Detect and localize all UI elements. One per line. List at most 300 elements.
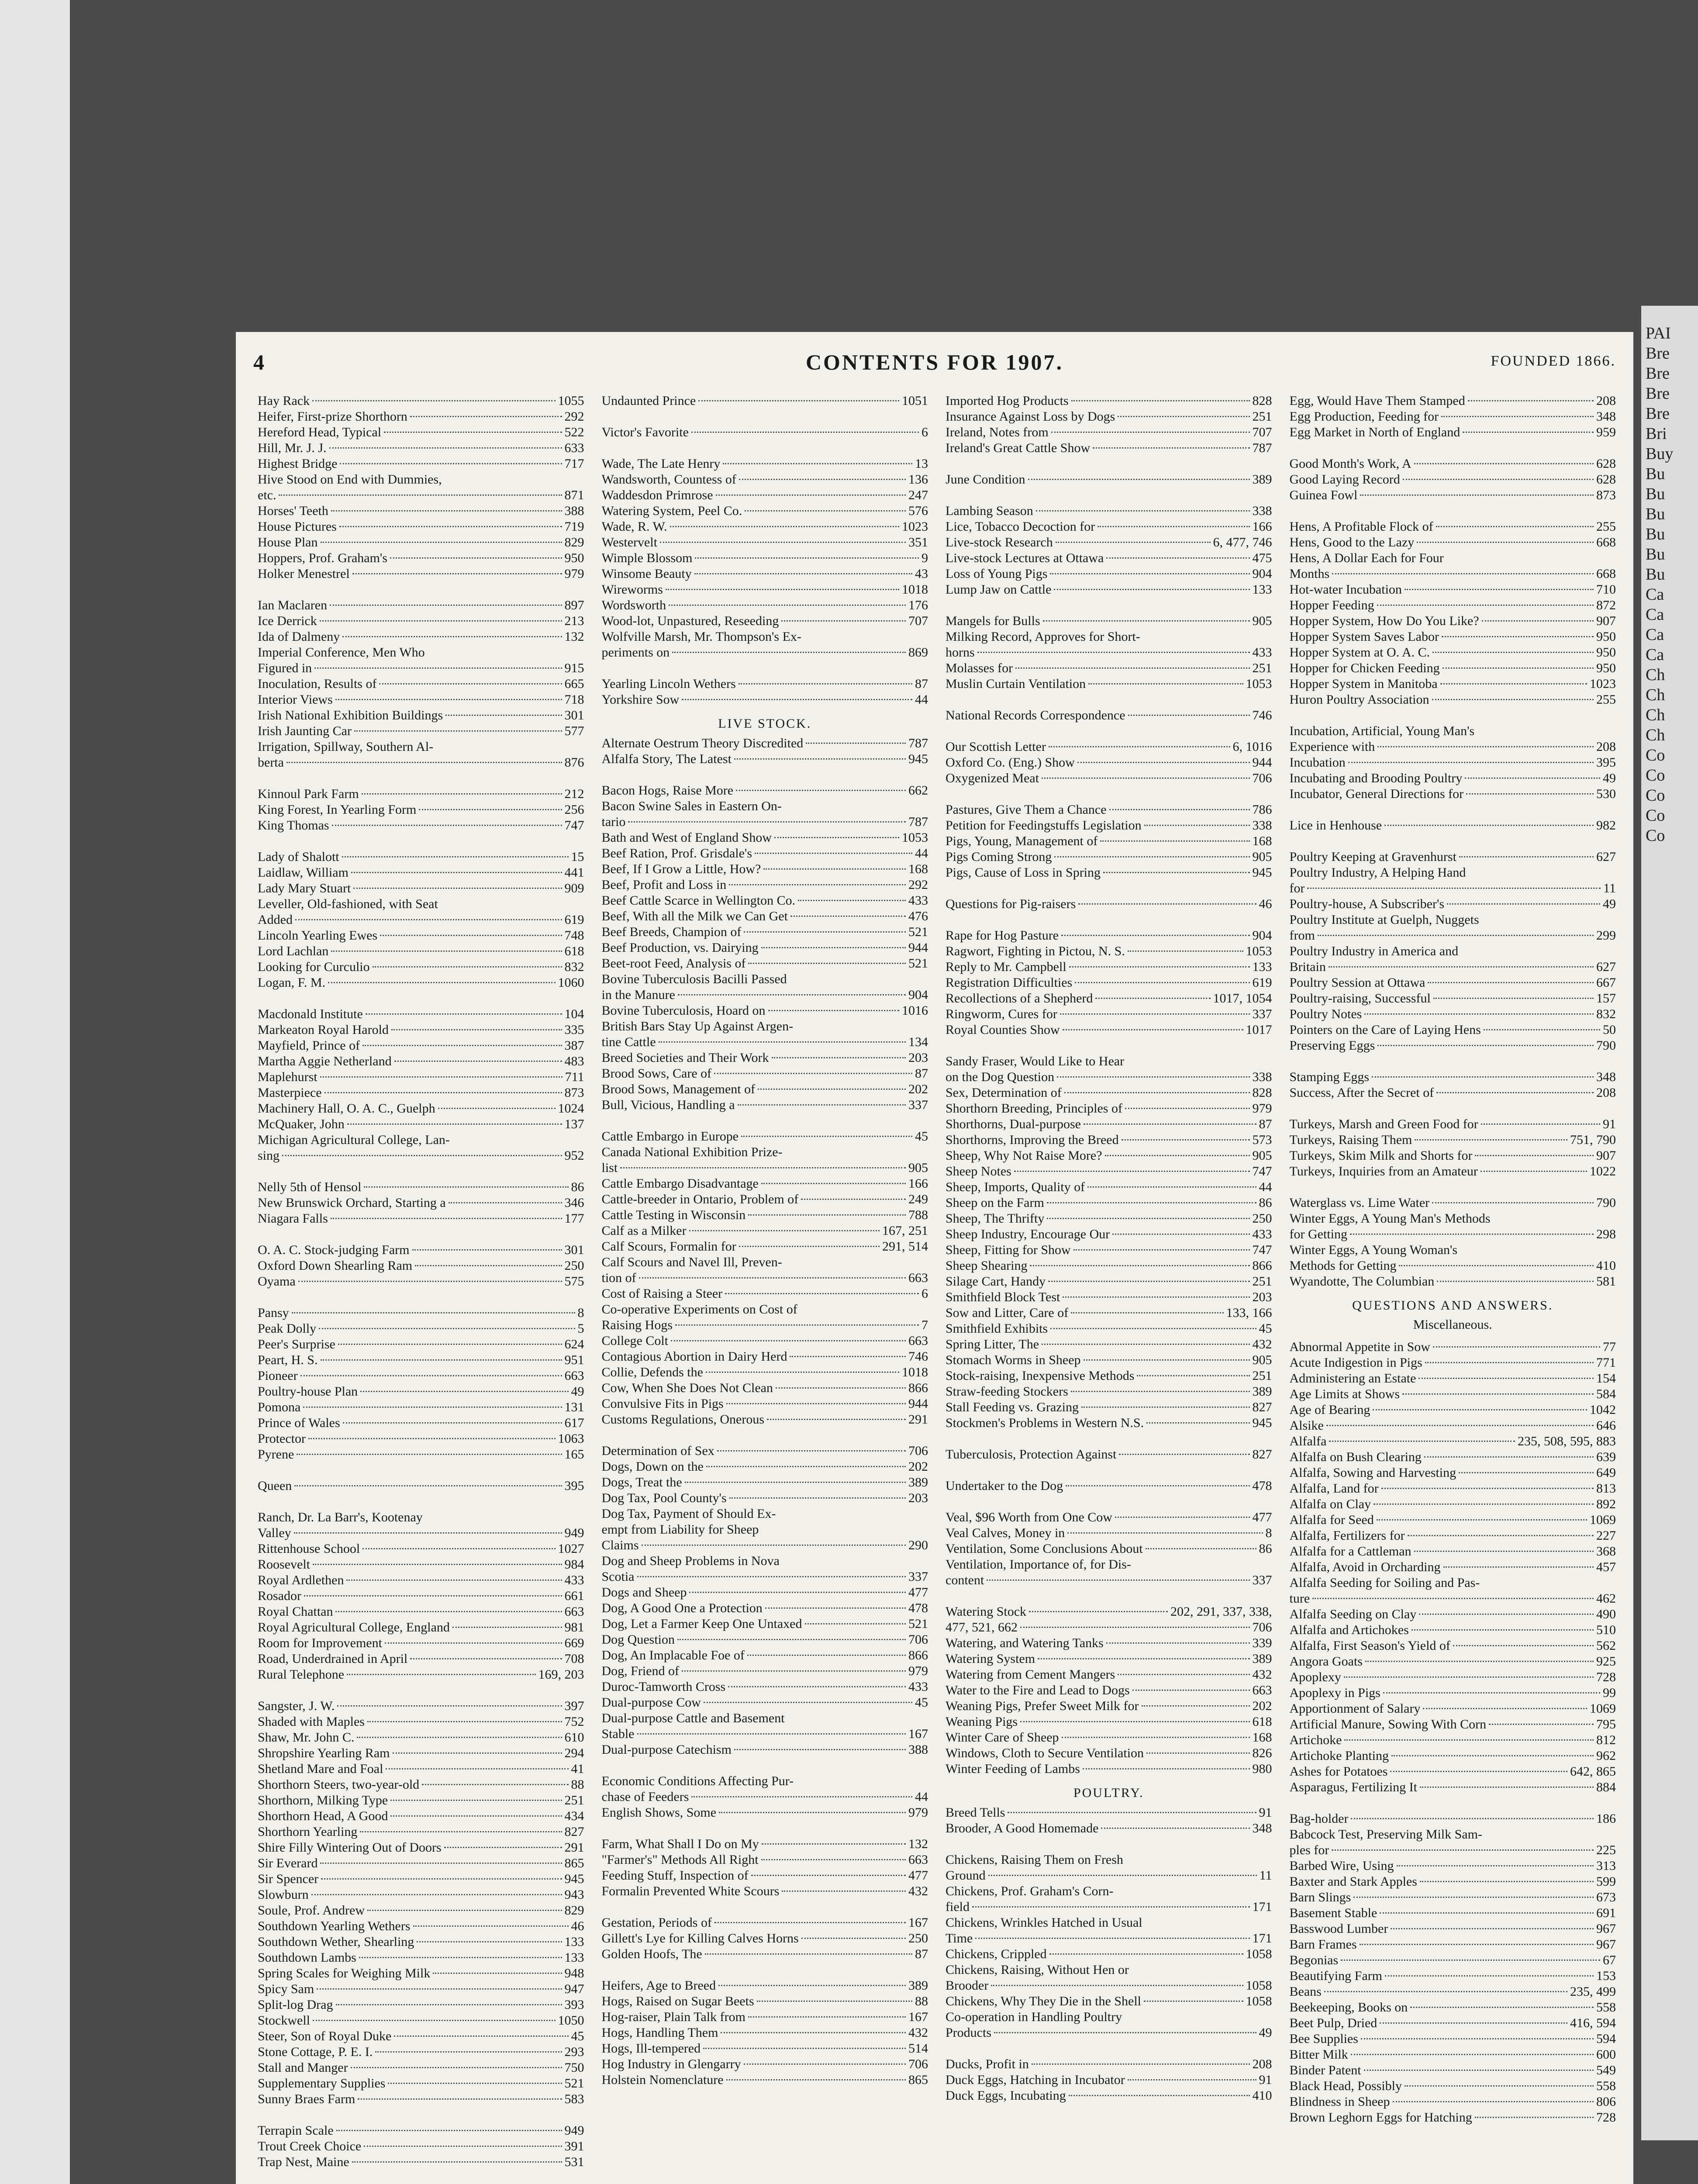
- entry-title: McQuaker, John: [258, 1117, 345, 1131]
- entry-spacer: [258, 1289, 584, 1305]
- entry-spacer: [602, 1113, 928, 1129]
- index-entry: [602, 893, 928, 909]
- leader-dots: [1071, 400, 1250, 401]
- entry-title: content: [946, 1573, 984, 1587]
- leader-dots: [339, 526, 562, 527]
- entry-title: Hogs, Raised on Sugar Beets: [601, 1994, 754, 2008]
- entry-page-number: 87: [915, 1947, 928, 1961]
- entry-page-number: 46: [571, 1919, 584, 1933]
- index-entry: [1290, 2094, 1616, 2110]
- entry-title: Collie, Defends the: [601, 1365, 703, 1379]
- entry-spacer: [258, 582, 584, 598]
- edge-fragment-text: Bu: [1646, 505, 1665, 523]
- entry-page-number: 157: [1596, 991, 1616, 1006]
- entry-page-number: 441: [564, 865, 584, 880]
- index-entry: [602, 1946, 928, 1962]
- entry-title: Loss of Young Pigs: [946, 567, 1048, 581]
- leader-dots: [1459, 856, 1594, 857]
- leader-dots: [1118, 416, 1249, 417]
- leader-dots: [706, 1466, 906, 1467]
- entry-title: Winter Feeding of Lambs: [946, 1762, 1080, 1776]
- leader-dots: [1360, 494, 1594, 496]
- entry-page-number: 979: [908, 1805, 928, 1820]
- entry-page-number: 88: [571, 1777, 584, 1792]
- entry-title: Spring Scales for Weighing Milk: [258, 1966, 431, 1980]
- entry-page-number: 979: [1252, 1101, 1272, 1116]
- leader-dots: [300, 1375, 562, 1376]
- leader-dots: [1057, 1076, 1249, 1078]
- entry-page-number: 826: [1252, 1746, 1272, 1760]
- entry-page-number: 338: [1252, 818, 1272, 833]
- index-entry: [946, 1852, 1272, 1868]
- index-entry: [258, 1368, 584, 1384]
- index-entry: [258, 2013, 584, 2028]
- leader-dots: [659, 1041, 906, 1043]
- index-entry: [602, 736, 928, 751]
- index-entry: [602, 1569, 928, 1585]
- entry-page-number: 627: [1596, 960, 1616, 974]
- index-entry: [602, 1600, 928, 1616]
- entry-page-number: 787: [1252, 441, 1272, 455]
- entry-page-number: 338: [1252, 504, 1272, 518]
- leader-dots: [1324, 1991, 1567, 1992]
- index-entry: [1290, 896, 1616, 912]
- entry-title: Feeding Stuff, Inspection of: [601, 1868, 749, 1883]
- leader-dots: [1097, 526, 1249, 527]
- index-entry: [602, 2009, 928, 2025]
- entry-title: Baxter and Stark Apples: [1289, 1874, 1417, 1889]
- leader-dots: [691, 1796, 912, 1797]
- entry-page-number: 5: [577, 1321, 584, 1336]
- entry-title: Royal Counties Show: [946, 1023, 1060, 1037]
- entry-title: Beef, With all the Milk we Can Get: [601, 909, 788, 923]
- index-entry: [946, 1994, 1272, 2009]
- entry-page-number: 979: [908, 1664, 928, 1678]
- entry-page-number: 795: [1596, 1717, 1616, 1731]
- entry-page-number: 786: [1252, 802, 1272, 817]
- leader-dots: [1351, 1818, 1594, 1819]
- index-entry: [258, 692, 584, 708]
- leader-dots: [1384, 825, 1594, 826]
- entry-title: British Bars Stay Up Against Argen-: [601, 1019, 794, 1033]
- index-entry: [946, 1620, 1272, 1635]
- index-entry: [946, 1179, 1272, 1195]
- leader-dots: [320, 1863, 562, 1864]
- entry-title: Alfalfa for a Cattleman: [1289, 1544, 1412, 1559]
- leader-dots: [1081, 1406, 1250, 1408]
- entry-page-number: 290: [908, 1538, 928, 1552]
- index-entry: [258, 1620, 584, 1635]
- index-entry: [602, 798, 928, 814]
- entry-spacer: [602, 1427, 928, 1443]
- index-entry: [1290, 1481, 1616, 1496]
- leader-dots: [1029, 1611, 1168, 1612]
- entry-title: Masterpiece: [258, 1085, 322, 1100]
- index-entry: [602, 909, 928, 924]
- entry-title: Sheep, Why Not Raise More?: [946, 1148, 1102, 1163]
- entry-title: Sheep Notes: [946, 1164, 1011, 1178]
- entry-page-number: 915: [564, 661, 584, 675]
- entry-title: Claims: [601, 1538, 639, 1552]
- entry-title: chase of Feeders: [601, 1790, 689, 1804]
- entry-title: Oxygenized Meat: [946, 771, 1039, 785]
- index-entry: [1290, 409, 1616, 425]
- leader-dots: [1087, 1186, 1256, 1188]
- entry-page-number: 1058: [1246, 1947, 1272, 1961]
- index-entry: [1290, 1905, 1616, 1921]
- entry-page-number: 628: [1596, 472, 1616, 487]
- entry-page-number: 633: [564, 441, 584, 455]
- index-entry: [1290, 1242, 1616, 1258]
- edge-fragment-text: Ch: [1646, 726, 1665, 744]
- entry-title: Pomona: [258, 1400, 301, 1414]
- entry-title: Shorthorn, Milking Type: [258, 1793, 388, 1807]
- entry-title: Acute Indigestion in Pigs: [1289, 1355, 1422, 1370]
- entry-page-number: 950: [564, 551, 584, 565]
- index-entry: [258, 975, 584, 991]
- index-entry: [1290, 975, 1616, 991]
- leader-dots: [1414, 463, 1594, 464]
- leader-dots: [386, 1768, 568, 1769]
- leader-dots: [1380, 2022, 1567, 2024]
- entry-page-number: 944: [908, 940, 928, 955]
- entry-title: Weaning Pigs, Prefer Sweet Milk for: [946, 1699, 1139, 1713]
- entry-page-number: 806: [1596, 2094, 1616, 2109]
- index-entry: [258, 503, 584, 519]
- page-number: 4: [253, 350, 264, 374]
- leader-dots: [1353, 1897, 1594, 1898]
- leader-dots: [1418, 1378, 1594, 1379]
- entry-page-number: 639: [1596, 1450, 1616, 1464]
- entry-title: Straw-feeding Stockers: [946, 1384, 1068, 1399]
- entry-title: Ashes for Potatoes: [1289, 1764, 1388, 1779]
- index-entry: [946, 1148, 1272, 1164]
- entry-title: Dual-purpose Cow: [601, 1695, 701, 1710]
- index-entry: [258, 1006, 584, 1022]
- index-entry: [1290, 1512, 1616, 1528]
- entry-title: Macdonald Institute: [258, 1007, 363, 1021]
- index-entry: [946, 1962, 1272, 1978]
- entry-title: Chickens, Raising Them on Fresh: [946, 1852, 1123, 1867]
- entry-title: Bovine Tuberculosis, Hoard on: [601, 1003, 766, 1018]
- entry-spacer: [946, 786, 1272, 802]
- entry-title: English Shows, Some: [601, 1805, 717, 1820]
- leader-dots: [1391, 1755, 1594, 1756]
- index-entry: [946, 1698, 1272, 1714]
- entry-page-number: 790: [1596, 1038, 1616, 1053]
- leader-dots: [714, 1922, 906, 1923]
- entry-title: Alfalfa, Avoid in Orcharding: [1289, 1560, 1441, 1574]
- index-entry: [258, 566, 584, 582]
- entry-title: Stockwell: [258, 2013, 310, 2028]
- entry-page-number: 250: [1252, 1211, 1272, 1226]
- entry-title: Shorthorn Head, A Good: [258, 1809, 388, 1823]
- leader-dots: [1128, 2079, 1256, 2080]
- entry-title: Angora Goats: [1289, 1654, 1363, 1669]
- index-entry: [602, 1852, 928, 1868]
- entry-page-number: 1017, 1054: [1213, 991, 1272, 1006]
- index-entry: [258, 2076, 584, 2091]
- entry-title: Breed Tells: [946, 1805, 1005, 1820]
- leader-dots: [367, 1721, 562, 1722]
- entry-page-number: 718: [564, 692, 584, 707]
- leader-dots: [675, 1324, 919, 1326]
- entry-spacer: [946, 1038, 1272, 1054]
- index-entry: [1290, 1022, 1616, 1038]
- entry-title: Recollections of a Shepherd: [946, 991, 1093, 1006]
- index-entry: [258, 1478, 584, 1494]
- edge-fragment-text: Co: [1646, 766, 1665, 784]
- leader-dots: [1050, 573, 1249, 574]
- entry-title: Hive Stood on End with Dummies,: [258, 472, 442, 487]
- index-entry: [1290, 1465, 1616, 1481]
- section-heading: LIVE STOCK.: [718, 716, 812, 731]
- index-entry: [1290, 943, 1616, 959]
- entry-page-number: 594: [1596, 2032, 1616, 2046]
- entry-title: Abnormal Appetite in Sow: [1289, 1340, 1430, 1354]
- leader-dots: [1329, 1441, 1515, 1442]
- index-entry: [258, 613, 584, 629]
- index-entry: [602, 830, 928, 846]
- entry-title: Poultry Industry in America and: [1289, 944, 1459, 958]
- index-entry: [258, 1934, 584, 1950]
- entry-spacer: [258, 1683, 584, 1698]
- index-entry: [602, 1931, 928, 1946]
- entry-page-number: 829: [564, 535, 584, 549]
- entry-page-number: 291: [908, 1412, 928, 1427]
- index-entry: [946, 503, 1272, 519]
- entry-title: Barn Frames: [1289, 1937, 1357, 1952]
- entry-title: Holker Menestrel: [258, 567, 350, 581]
- entry-page-number: 250: [564, 1258, 584, 1273]
- entry-title: Pigs, Young, Management of: [946, 834, 1098, 848]
- entry-title: Hill, Mr. J. J.: [258, 441, 327, 455]
- index-entry: [258, 487, 584, 503]
- leader-dots: [1412, 1629, 1594, 1631]
- index-entry: [258, 723, 584, 739]
- entry-title: Beef Production, vs. Dairying: [601, 940, 759, 955]
- entry-title: "Farmer's" Methods All Right: [601, 1852, 759, 1867]
- leader-dots: [380, 935, 562, 936]
- entry-page-number: 432: [1252, 1667, 1272, 1682]
- entry-title: Wade, R. W.: [601, 519, 667, 534]
- leader-dots: [801, 1199, 906, 1200]
- entry-title: Martha Aggie Netherland: [258, 1054, 392, 1068]
- entry-spacer: [1290, 503, 1616, 519]
- leader-dots: [1475, 2117, 1594, 2118]
- entry-title: Begonias: [1289, 1953, 1339, 1967]
- leader-dots: [337, 1705, 562, 1707]
- entry-page-number: 291: [564, 1840, 584, 1855]
- index-entry: [946, 959, 1272, 975]
- founded-note: FOUNDED 1866.: [1491, 353, 1616, 369]
- leader-dots: [751, 1875, 906, 1876]
- entry-page-number: 389: [908, 1978, 928, 1993]
- entry-page-number: 1063: [558, 1431, 584, 1446]
- entry-page-number: 251: [1252, 409, 1272, 424]
- entry-title: Duck Eggs, Hatching in Incubator: [946, 2073, 1125, 2087]
- index-entry: [602, 1978, 928, 1994]
- entry-title: Poultry-raising, Successful: [1289, 991, 1431, 1006]
- leader-dots: [1101, 1828, 1249, 1829]
- index-entry: [946, 393, 1272, 409]
- leader-dots: [1008, 1812, 1256, 1813]
- index-entry: [258, 1038, 584, 1054]
- leader-dots: [360, 1391, 568, 1392]
- index-entry: [258, 440, 584, 456]
- entry-spacer: [946, 692, 1272, 708]
- leader-dots: [1463, 432, 1594, 433]
- index-entry: [258, 1777, 584, 1793]
- entry-page-number: 389: [1252, 1652, 1272, 1666]
- entry-title: Binder Patent: [1289, 2063, 1361, 2077]
- index-entry: [946, 1946, 1272, 1962]
- entry-title: Stall and Manger: [258, 2060, 348, 2075]
- leader-dots: [357, 1737, 562, 1738]
- entry-title: Stamping Eggs: [1289, 1070, 1370, 1084]
- entry-page-number: 387: [564, 1038, 584, 1053]
- entry-page-number: 251: [1252, 1274, 1272, 1289]
- edge-fragment-text: Bu: [1646, 545, 1665, 563]
- leader-dots: [729, 1497, 906, 1499]
- entry-page-number: 165: [564, 1447, 584, 1462]
- entry-page-number: 202: [1252, 1699, 1272, 1713]
- entry-title: Egg, Would Have Them Stamped: [1289, 394, 1465, 408]
- index-entry: [258, 912, 584, 928]
- entry-page-number: 945: [1252, 865, 1272, 880]
- entry-page-number: 575: [564, 1274, 584, 1289]
- index-entry: [946, 849, 1272, 865]
- entry-title: Southdown Wether, Shearling: [258, 1935, 414, 1949]
- index-entry: [258, 425, 584, 440]
- entry-title: Shorthorn Breeding, Principles of: [946, 1101, 1122, 1116]
- edge-fragment-text: Ch: [1646, 686, 1665, 704]
- entry-page-number: 583: [564, 2092, 584, 2106]
- index-entry: [258, 629, 584, 645]
- entry-page-number: 1018: [902, 582, 928, 597]
- entry-title: Chickens, Crippled: [946, 1947, 1047, 1961]
- index-entry: [1290, 1890, 1616, 1905]
- leader-dots: [1465, 778, 1600, 779]
- entry-page-number: 432: [1252, 1337, 1272, 1351]
- index-entry: [602, 861, 928, 877]
- index-entry: [1290, 629, 1616, 645]
- leader-dots: [1071, 1391, 1250, 1392]
- entry-title: Bull, Vicious, Handling a: [601, 1098, 735, 1112]
- entry-title: Shaw, Mr. John C.: [258, 1730, 355, 1745]
- index-entry: [946, 1478, 1272, 1494]
- leader-dots: [1056, 542, 1211, 543]
- entry-spacer: [258, 1164, 584, 1179]
- entry-title: Time: [946, 1931, 973, 1946]
- leader-dots: [347, 1674, 535, 1675]
- entry-page-number: 44: [1259, 1180, 1272, 1194]
- entry-title: Shropshire Yearling Ram: [258, 1746, 390, 1760]
- entry-page-number: 558: [1596, 2079, 1616, 2093]
- entry-page-number: 866: [908, 1381, 928, 1395]
- leader-dots: [1073, 1249, 1250, 1251]
- index-entry: [258, 1840, 584, 1856]
- entry-title: Yorkshire Sow: [601, 692, 680, 707]
- leader-dots: [1071, 1312, 1223, 1313]
- leader-dots: [1061, 935, 1249, 936]
- index-entry: [258, 1635, 584, 1651]
- entry-title: Imported Hog Products: [946, 394, 1069, 408]
- index-entry: [602, 1333, 928, 1349]
- edge-fragment-text: Bre: [1646, 364, 1670, 383]
- entry-page-number: 166: [908, 1176, 928, 1191]
- entry-page-number: 530: [1596, 787, 1616, 801]
- index-entry: [1290, 1952, 1616, 1968]
- entry-title: Laidlaw, William: [258, 865, 349, 880]
- index-entry: [258, 1824, 584, 1840]
- leader-dots: [761, 1859, 906, 1860]
- entry-title: Apportionment of Salary: [1289, 1701, 1421, 1716]
- leader-dots: [1084, 1123, 1256, 1125]
- leader-dots: [1146, 1548, 1256, 1549]
- index-entry: [1290, 425, 1616, 440]
- index-entry: [258, 1997, 584, 2013]
- entry-page-number: 293: [564, 2045, 584, 2059]
- leader-dots: [721, 2032, 906, 2033]
- entry-title: Ragwort, Fighting in Pictou, N. S.: [946, 944, 1125, 958]
- entry-title: Hopper Feeding: [1289, 598, 1374, 612]
- entry-title: Figured in: [258, 661, 312, 675]
- index-entry: [1290, 1764, 1616, 1780]
- entry-title: Reply to Mr. Campbell: [946, 960, 1066, 974]
- entry-title: Dog and Sheep Problems in Nova: [601, 1554, 780, 1568]
- index-entry: [602, 1711, 928, 1726]
- entry-title: on the Dog Question: [946, 1070, 1055, 1084]
- entry-page-number: 573: [1252, 1133, 1272, 1147]
- entry-page-number: 86: [571, 1180, 584, 1194]
- entry-title: Added: [258, 912, 293, 927]
- index-entry: [1290, 1575, 1616, 1591]
- entry-title: Sunny Braes Farm: [258, 2092, 355, 2106]
- entry-page-number: 967: [1596, 1921, 1616, 1936]
- entry-title: Watering System: [946, 1652, 1035, 1666]
- leader-dots: [452, 1627, 562, 1628]
- index-entry: [258, 1745, 584, 1761]
- leader-dots: [739, 1246, 880, 1247]
- leader-dots: [782, 1890, 906, 1892]
- entry-spacer: [258, 771, 584, 786]
- index-entry: [602, 1365, 928, 1380]
- entry-title: Wimple Blossom: [601, 551, 693, 565]
- leader-dots: [1318, 935, 1594, 936]
- leader-dots: [1377, 605, 1594, 606]
- index-entry: [602, 1082, 928, 1097]
- entry-page-number: 339: [1252, 1636, 1272, 1650]
- entry-page-number: 747: [1252, 1164, 1272, 1178]
- entry-title: Ventilation, Importance of, for Dis-: [946, 1557, 1131, 1572]
- index-entry: [258, 802, 584, 818]
- entry-title: Valley: [258, 1526, 291, 1540]
- entry-page-number: 86: [1259, 1541, 1272, 1556]
- index-entry: [258, 1903, 584, 1918]
- leader-dots: [1351, 2054, 1594, 2055]
- entry-spacer: [1290, 1054, 1616, 1069]
- index-entry: [602, 751, 928, 767]
- entry-page-number: 457: [1596, 1560, 1616, 1574]
- entry-page-number: 787: [908, 815, 928, 829]
- index-entry: [602, 1836, 928, 1852]
- entry-title: Hog Industry in Glengarry: [601, 2057, 741, 2071]
- entry-page-number: 979: [564, 567, 584, 581]
- leader-dots: [413, 1925, 569, 1927]
- entry-page-number: 909: [564, 881, 584, 895]
- leader-dots: [279, 494, 562, 496]
